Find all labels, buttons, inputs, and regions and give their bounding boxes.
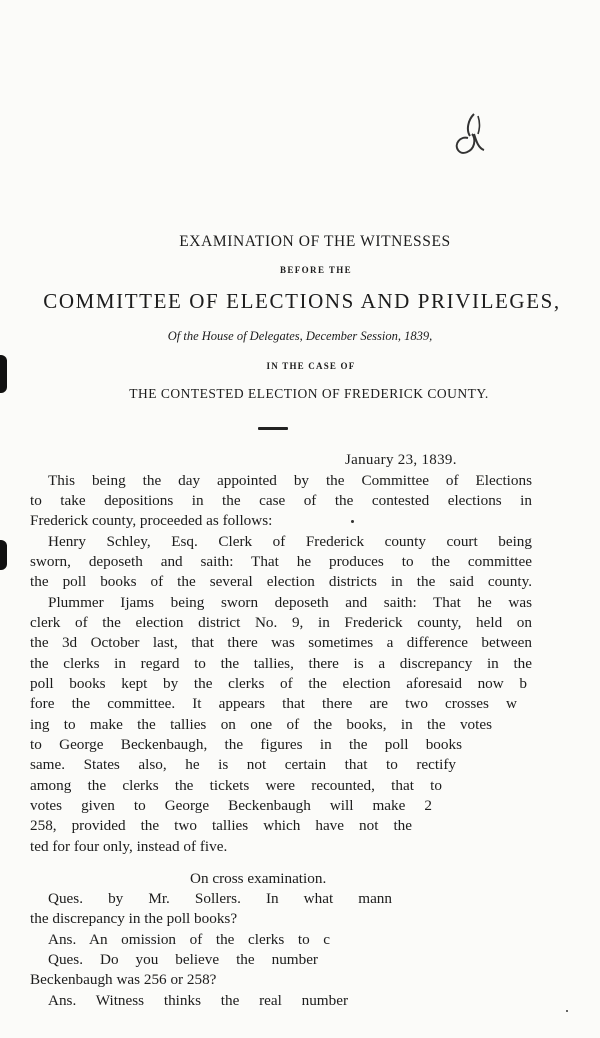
text-line: This being the day appointed by the Committee of Elections — [48, 472, 532, 489]
text-line: votes given to George Beckenbaugh will make 2 — [30, 797, 432, 814]
heading-committee: COMMITTEE OF ELECTIONS AND PRIVILEGES, — [43, 289, 561, 313]
date-line: January 23, 1839. — [345, 452, 457, 468]
text-line: Henry Schley, Esq. Clerk of Frederick county court being — [48, 533, 532, 550]
handwritten-mark-icon — [444, 110, 490, 160]
text-line: to George Beckenbaugh, the figures in the poll books — [30, 736, 462, 753]
text-line: to take depositions in the case of the contested elections in — [30, 492, 532, 509]
text-line: Ans. An omission of the clerks to c — [48, 931, 330, 948]
text-line: the 3d October last, that there was sometimes a difference between — [30, 634, 532, 651]
text-line: Beckenbaugh was 256 or 258? — [30, 971, 217, 988]
text-line: fore the committee. It appears that there are two crosses w — [30, 695, 517, 712]
text-line: Plummer Ijams being sworn deposeth and saith: That he was — [48, 594, 532, 611]
text-line: Ans. Witness thinks the real number — [48, 992, 348, 1009]
divider-rule — [258, 427, 288, 430]
text-line: same. States also, he is not certain that to rectify — [30, 756, 456, 773]
text-line: poll books kept by the clerks of the election aforesaid now b — [30, 675, 527, 692]
heading-title: EXAMINATION OF THE WITNESSES — [179, 233, 451, 250]
text-line: the poll books of the several election districts in the said county. — [30, 573, 532, 590]
text-line: ted for four only, instead of five. — [30, 838, 228, 855]
text-line: the discrepancy in the poll books? — [30, 910, 238, 927]
binding-blot — [0, 540, 7, 570]
heading-before: BEFORE THE — [279, 265, 353, 275]
text-line: ing to make the tallies on one of the books, in the votes — [30, 716, 492, 733]
text-line: clerk of the election district No. 9, in Frederick county, held on — [30, 614, 532, 631]
text-line: sworn, deposeth and saith: That he produces to the committee — [30, 553, 532, 570]
text-line: 258, provided the two tallies which have not the — [30, 817, 412, 834]
text-line: Ques. by Mr. Sollers. In what mann — [48, 890, 392, 907]
heading-case-title: THE CONTESTED ELECTION OF FREDERICK COUNTY. — [129, 386, 489, 401]
text-line: among the clerks the tickets were recounted, that to — [30, 777, 442, 794]
text-line: the clerks in regard to the tallies, there is a discrepancy in the — [30, 655, 532, 672]
section-heading: On cross examination. — [190, 870, 327, 887]
heading-house: Of the House of Delegates, December Session, 1839, — [167, 329, 433, 343]
text-line: Frederick county, proceeded as follows: — [30, 512, 273, 529]
speck — [566, 1010, 568, 1012]
text-line: Ques. Do you believe the number — [48, 951, 318, 968]
speck — [351, 520, 354, 523]
heading-in-case: IN THE CASE OF — [266, 361, 356, 371]
